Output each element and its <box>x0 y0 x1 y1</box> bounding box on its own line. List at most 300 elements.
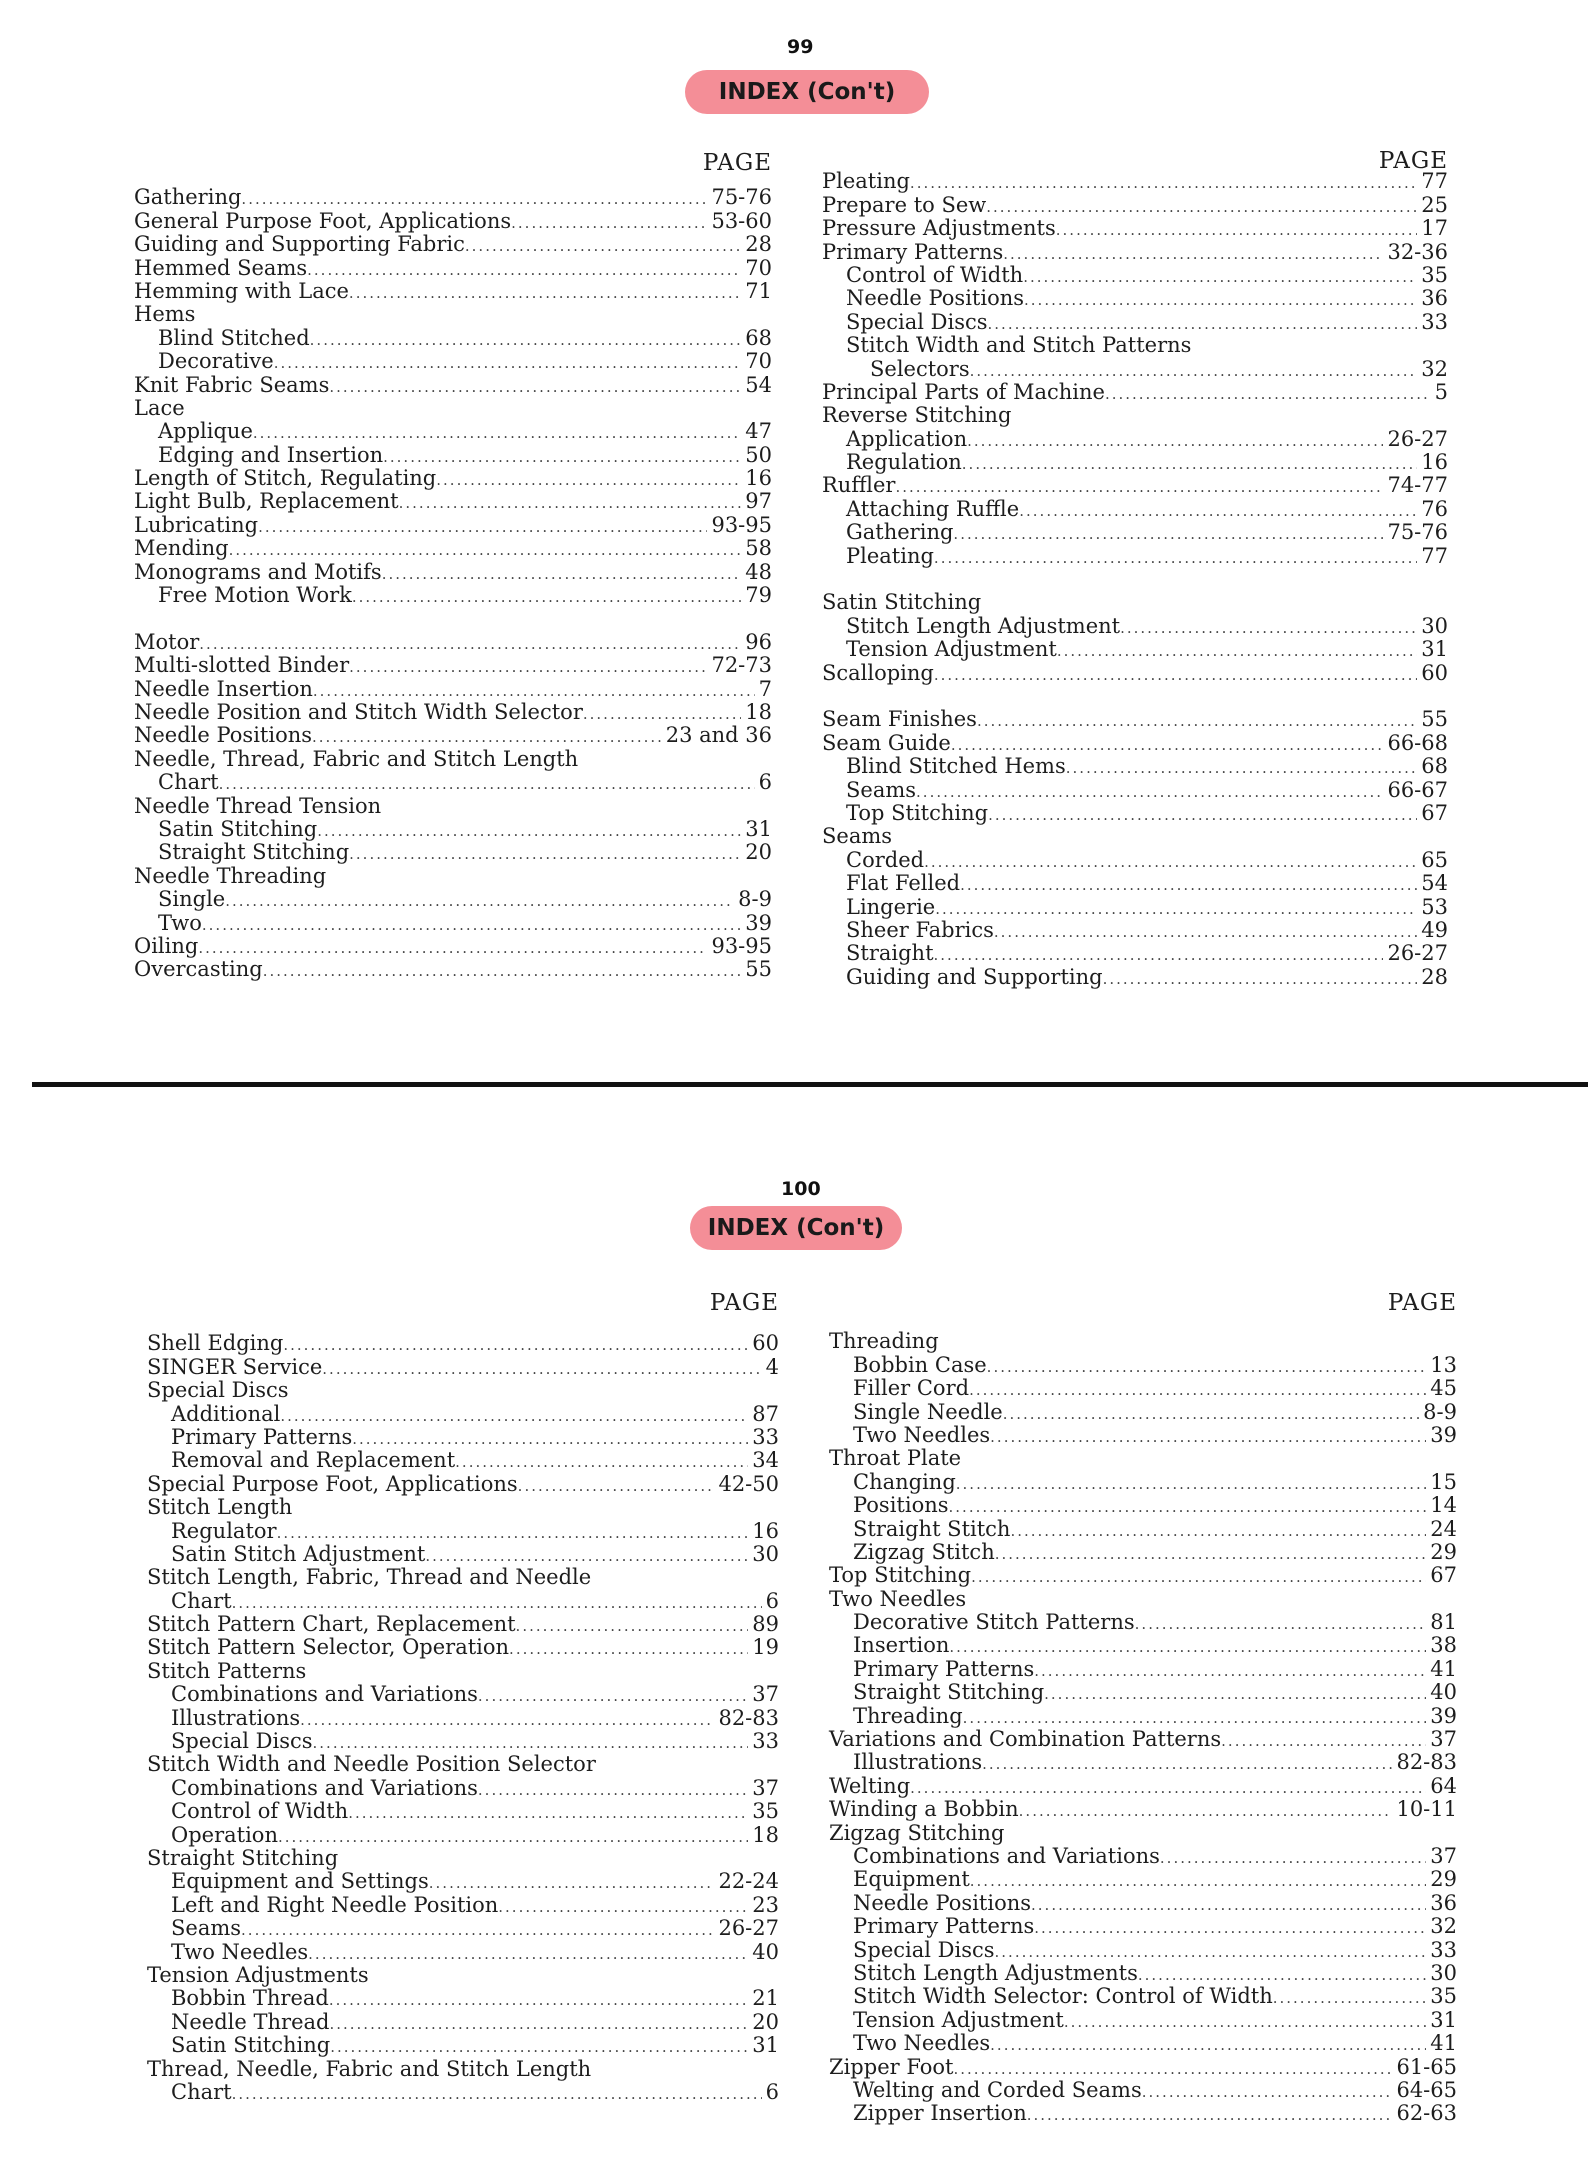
dot-leader <box>312 728 662 747</box>
index-entry <box>822 825 1448 848</box>
entry-page: 39 <box>1430 1422 1457 1447</box>
index-entry <box>147 1753 779 1776</box>
dot-leader <box>229 541 742 560</box>
dot-leader <box>970 362 1418 381</box>
entry-term: Guiding and Supporting Fabric <box>134 232 465 257</box>
entry-page: 19 <box>752 1635 779 1660</box>
dot-leader <box>253 424 741 443</box>
dot-leader <box>329 1991 748 2010</box>
entry-page: 36 <box>1430 1890 1457 1915</box>
entry-page: 66-67 <box>1387 777 1448 802</box>
dot-leader <box>1135 1615 1427 1634</box>
index-subentry <box>134 818 772 841</box>
dot-leader <box>219 775 755 794</box>
index-subentry <box>134 350 772 373</box>
index-entry <box>829 1564 1457 1587</box>
entry-page: 53 <box>1421 894 1448 919</box>
dot-leader <box>465 237 741 256</box>
entry-term: Regulation <box>846 450 962 475</box>
entry-term: Seams <box>846 777 917 802</box>
dot-leader <box>300 1711 714 1730</box>
entry-term: Knit Fabric Seams <box>134 372 330 397</box>
entry-term: Reverse Stitching <box>822 403 1012 428</box>
entry-page: 66-68 <box>1387 730 1448 755</box>
dot-leader <box>970 1872 1427 1891</box>
entry-term: Sheer Fabrics <box>846 917 994 942</box>
entry-page: 37 <box>1430 1727 1457 1752</box>
entry-term: Welting <box>829 1773 911 1798</box>
dot-leader <box>1138 1966 1426 1985</box>
entry-term: Lingerie <box>846 894 936 919</box>
entry-page: 77 <box>1421 169 1448 194</box>
entry-term: Special Discs <box>147 1378 289 1403</box>
entry-term: General Purpose Foot, Applications <box>134 208 512 233</box>
entry-page: 75-76 <box>711 185 772 210</box>
index-subentry <box>822 872 1448 895</box>
entry-page: 33 <box>1430 1937 1457 1962</box>
index-subentry <box>147 1706 779 1729</box>
dot-leader <box>1034 1919 1426 1938</box>
entry-page: 34 <box>752 1448 779 1473</box>
index-subentry <box>147 2081 779 2104</box>
index-entry <box>147 1355 779 1378</box>
entry-page: 26-27 <box>1387 941 1448 966</box>
index-entry <box>822 193 1448 216</box>
entry-page: 35 <box>752 1799 779 1824</box>
index-entry <box>134 654 772 677</box>
dot-leader <box>1105 385 1431 404</box>
dot-leader <box>429 1874 715 1893</box>
index-subentry <box>147 1449 779 1472</box>
index-entry <box>134 186 772 209</box>
index-subentry <box>829 1681 1457 1704</box>
dot-leader <box>934 549 1417 568</box>
entry-page: 23 <box>752 1892 779 1917</box>
index-subentry <box>829 1704 1457 1727</box>
dot-leader <box>1034 1662 1426 1681</box>
index-banner: INDEX (Con't) <box>690 1206 902 1250</box>
dot-leader <box>317 822 741 841</box>
entry-term: Additional <box>171 1401 281 1426</box>
entry-page: 16 <box>752 1518 779 1543</box>
index-subentry <box>829 2008 1457 2031</box>
entry-page: 5 <box>1434 379 1448 404</box>
index-subentry <box>822 287 1448 310</box>
entry-term: Free Motion Work <box>158 583 352 608</box>
entry-page: 23 and 36 <box>665 723 772 748</box>
index-subentry <box>147 1893 779 1916</box>
entry-page: 77 <box>1421 543 1448 568</box>
dot-leader <box>277 1524 749 1543</box>
entry-page: 75-76 <box>1387 520 1448 545</box>
entry-page: 48 <box>745 559 772 584</box>
index-subentry <box>822 755 1448 778</box>
index-banner: INDEX (Con't) <box>685 70 929 114</box>
entry-page: 76 <box>1421 496 1448 521</box>
entry-page: 89 <box>752 1612 779 1637</box>
index-subentry <box>829 1915 1457 1938</box>
index-entry <box>134 303 772 326</box>
dot-leader <box>960 876 1417 895</box>
index-subentry <box>829 1611 1457 1634</box>
index-entry <box>147 1659 779 1682</box>
entry-term: Welting and Corded Seams <box>853 2077 1142 2102</box>
dot-leader <box>330 2038 748 2057</box>
entry-term: Two Needles <box>171 1939 309 1964</box>
dot-leader <box>1057 642 1417 661</box>
index-subentry <box>134 771 772 794</box>
entry-page: 16 <box>745 466 772 491</box>
index-subentry <box>822 264 1448 287</box>
index-subentry <box>829 1634 1457 1657</box>
entry-page: 39 <box>1430 1703 1457 1728</box>
entry-term: Stitch Width and Stitch Patterns <box>846 333 1192 358</box>
index-subentry <box>829 2102 1457 2125</box>
entry-page: 71 <box>745 278 772 303</box>
dot-leader <box>953 2060 1392 2079</box>
entry-page: 15 <box>1430 1469 1457 1494</box>
entry-term: Satin Stitching <box>158 816 318 841</box>
entry-page: 30 <box>1430 1960 1457 1985</box>
index-entry <box>134 490 772 513</box>
dot-leader <box>478 1781 748 1800</box>
index-subentry <box>147 1917 779 1940</box>
dot-leader <box>910 174 1417 193</box>
dot-leader <box>232 1594 762 1613</box>
entry-term: Flat Felled <box>846 871 961 896</box>
dot-leader <box>967 432 1383 451</box>
entry-page: 31 <box>745 816 772 841</box>
entry-page: 26-27 <box>718 1916 779 1941</box>
dot-leader <box>280 1407 748 1426</box>
index-column-left <box>147 1290 779 2150</box>
dot-leader <box>988 315 1418 334</box>
entry-page: 31 <box>1421 637 1448 662</box>
index-entry <box>147 1472 779 1495</box>
entry-term: Top Stitching <box>846 800 989 825</box>
entry-term: Special Discs <box>853 1937 995 1962</box>
index-entry <box>147 2057 779 2080</box>
dot-leader <box>1056 221 1418 240</box>
entry-term: Chart <box>158 770 219 795</box>
entry-term: Tension Adjustment <box>846 637 1057 662</box>
index-entry <box>134 467 772 490</box>
dot-leader <box>924 853 1417 872</box>
entry-list <box>134 186 772 981</box>
entry-term: Illustrations <box>171 1705 301 1730</box>
page-column-header: PAGE <box>1378 148 1448 174</box>
entry-term: Removal and Replacement <box>171 1448 456 1473</box>
entry-page: 67 <box>1421 800 1448 825</box>
entry-page: 29 <box>1430 1867 1457 1892</box>
index-subentry <box>829 2032 1457 2055</box>
index-entry <box>147 1613 779 1636</box>
dot-leader <box>1003 245 1383 264</box>
entry-page: 42-50 <box>718 1471 779 1496</box>
index-entry <box>134 256 772 279</box>
entry-term: Straight Stitching <box>147 1845 339 1870</box>
entry-page: 54 <box>1421 871 1448 896</box>
entry-term: Threading <box>853 1703 963 1728</box>
index-entry <box>134 373 772 396</box>
index-subentry <box>822 521 1448 544</box>
dot-leader <box>986 198 1417 217</box>
entry-term: Zipper Insertion <box>853 2101 1027 2126</box>
entry-term: Scalloping <box>822 660 934 685</box>
index-subentry <box>822 638 1448 661</box>
entry-term: Winding a Bobbin <box>829 1797 1019 1822</box>
dot-leader <box>1019 502 1417 521</box>
entry-term: Stitch Length, Fabric, Thread and Needle <box>147 1565 592 1590</box>
entry-page: 41 <box>1430 1656 1457 1681</box>
dot-leader <box>949 1498 1427 1517</box>
entry-page: 82-83 <box>718 1705 779 1730</box>
dot-leader <box>1066 759 1418 778</box>
entry-page: 40 <box>1430 1680 1457 1705</box>
dot-leader <box>516 1617 749 1636</box>
entry-term: Top Stitching <box>829 1563 972 1588</box>
index-entry <box>147 1636 779 1659</box>
entry-term: Satin Stitch Adjustment <box>171 1541 426 1566</box>
entry-term: Oiling <box>134 933 199 958</box>
entry-page: 47 <box>745 419 772 444</box>
index-subentry <box>829 1494 1457 1517</box>
index-subentry <box>822 310 1448 333</box>
entry-term: Seams <box>822 824 893 849</box>
dot-leader <box>583 705 741 724</box>
entry-page: 60 <box>752 1331 779 1356</box>
index-subentry <box>822 965 1448 988</box>
index-entry <box>829 1821 1457 1844</box>
entry-term: Straight <box>846 941 934 966</box>
index-entry <box>822 591 1448 614</box>
entry-page: 30 <box>752 1541 779 1566</box>
entry-page: 24 <box>1430 1516 1457 1541</box>
index-entry <box>829 2055 1457 2078</box>
dot-leader <box>990 2036 1426 2055</box>
entry-page: 79 <box>745 583 772 608</box>
entry-term: Stitch Patterns <box>147 1658 307 1683</box>
entry-term: Principal Parts of Machine <box>822 379 1105 404</box>
index-entry <box>147 1496 779 1519</box>
dot-leader <box>202 916 741 935</box>
entry-page: 32 <box>1421 356 1448 381</box>
entry-term: Motor <box>134 629 200 654</box>
dot-leader <box>956 1475 1427 1494</box>
dot-leader <box>1064 2013 1426 2032</box>
index-entry <box>134 864 772 887</box>
dot-leader <box>916 783 1383 802</box>
entry-page: 18 <box>745 699 772 724</box>
index-entry <box>822 661 1448 684</box>
index-subentry <box>829 2079 1457 2102</box>
entry-page: 7 <box>758 676 772 701</box>
index-entry <box>147 1847 779 1870</box>
entry-term: Application <box>846 426 968 451</box>
entry-term: Control of Width <box>171 1799 349 1824</box>
dot-leader <box>963 1709 1427 1728</box>
index-subentry <box>822 334 1448 357</box>
entry-term: Seam Finishes <box>822 707 977 732</box>
entry-term: Single Needle <box>853 1399 1003 1424</box>
entry-term: Edging and Insertion <box>158 442 384 467</box>
entry-page: 21 <box>752 1986 779 2011</box>
entry-term: Straight Stitching <box>158 840 350 865</box>
entry-page: 61-65 <box>1396 2054 1457 2079</box>
index-subentry <box>147 1987 779 2010</box>
dot-leader <box>425 1547 748 1566</box>
entry-page: 54 <box>745 372 772 397</box>
entry-term: Satin Stitching <box>171 2033 331 2058</box>
entry-page: 81 <box>1430 1610 1457 1635</box>
index-subentry <box>829 1751 1457 1774</box>
dot-leader <box>225 892 734 911</box>
entry-term: Illustrations <box>853 1750 983 1775</box>
entry-term: Decorative Stitch Patterns <box>853 1610 1135 1635</box>
entry-page: 30 <box>1421 613 1448 638</box>
dot-leader <box>498 1898 748 1917</box>
entry-term: Bobbin Case <box>853 1352 987 1377</box>
dot-leader <box>478 1687 748 1706</box>
entry-term: Stitch Length Adjustment <box>846 613 1121 638</box>
entry-page: 41 <box>1430 2031 1457 2056</box>
entry-page: 64 <box>1430 1773 1457 1798</box>
entry-page: 29 <box>1430 1539 1457 1564</box>
dot-leader <box>349 284 741 303</box>
page-column-header: PAGE <box>702 150 772 176</box>
dot-leader <box>307 261 741 280</box>
dot-leader <box>313 1734 749 1753</box>
entry-term: Multi-slotted Binder <box>134 653 350 678</box>
dot-leader <box>982 1755 1392 1774</box>
index-subentry <box>829 1891 1457 1914</box>
page-column-header: PAGE <box>709 1290 779 1316</box>
index-subentry <box>822 848 1448 871</box>
index-subentry <box>134 443 772 466</box>
entry-term: Needle Insertion <box>134 676 313 701</box>
dot-leader <box>1019 1802 1393 1821</box>
dot-leader <box>1023 268 1417 287</box>
dot-leader <box>934 946 1384 965</box>
entry-term: Gathering <box>134 185 242 210</box>
entry-page: 14 <box>1430 1493 1457 1518</box>
entry-page: 36 <box>1421 286 1448 311</box>
dot-leader <box>1031 1896 1426 1915</box>
entry-spacer <box>822 568 1448 591</box>
dot-leader <box>436 471 741 490</box>
index-subentry <box>147 1543 779 1566</box>
entry-term: Two Needles <box>829 1586 967 1611</box>
index-entry <box>134 958 772 981</box>
entry-term: Needle Thread <box>171 2009 330 2034</box>
index-entry <box>147 1332 779 1355</box>
entry-term: Pleating <box>846 543 934 568</box>
dot-leader <box>322 1360 761 1379</box>
entry-term: Throat Plate <box>829 1446 962 1471</box>
index-column-right <box>822 148 1448 998</box>
dot-leader <box>199 635 741 654</box>
entry-term: Special Purpose Foot, Applications <box>147 1471 518 1496</box>
index-entry <box>147 1379 779 1402</box>
entry-term: Changing <box>853 1469 956 1494</box>
dot-leader <box>1024 291 1417 310</box>
entry-term: Lubricating <box>134 512 259 537</box>
entry-page: 35 <box>1430 1984 1457 2009</box>
entry-page: 25 <box>1421 192 1448 217</box>
index-entry <box>822 381 1448 404</box>
entry-page: 31 <box>1430 2007 1457 2032</box>
index-entry <box>134 701 772 724</box>
entry-term: Operation <box>171 1822 278 1847</box>
entry-term: Ruffler <box>822 473 896 498</box>
index-subentry <box>147 1519 779 1542</box>
entry-page: 67 <box>1430 1563 1457 1588</box>
index-entry <box>147 1566 779 1589</box>
dot-leader <box>910 1779 1426 1798</box>
entry-term: Prepare to Sew <box>822 192 987 217</box>
entry-term: Needle Positions <box>134 723 313 748</box>
index-subentry <box>829 1470 1457 1493</box>
entry-term: Needle Thread Tension <box>134 793 382 818</box>
entry-term: Variations and Combination Patterns <box>829 1727 1222 1752</box>
entry-term: Stitch Pattern Chart, Replacement <box>147 1612 516 1637</box>
entry-page: 16 <box>1421 450 1448 475</box>
entry-page: 64-65 <box>1396 2077 1457 2102</box>
entry-term: Mending <box>134 536 229 561</box>
entry-term: Needle, Thread, Fabric and Stitch Length <box>134 746 579 771</box>
entry-term: Primary Patterns <box>822 239 1004 264</box>
entry-term: Equipment <box>853 1867 970 1892</box>
index-subentry <box>147 1870 779 1893</box>
dot-leader <box>1120 619 1417 638</box>
index-entry <box>829 1447 1457 1470</box>
entry-page: 96 <box>745 629 772 654</box>
entry-term: Control of Width <box>846 262 1024 287</box>
index-subentry <box>829 1985 1457 2008</box>
dot-leader <box>349 658 707 677</box>
entry-page: 8-9 <box>1423 1399 1457 1424</box>
entry-page: 55 <box>1421 707 1448 732</box>
entry-term: Overcasting <box>134 957 263 982</box>
entry-term: Two <box>158 910 202 935</box>
entry-term: Length of Stitch, Regulating <box>134 466 437 491</box>
entry-term: Pleating <box>822 169 910 194</box>
entry-page: 65 <box>1421 847 1448 872</box>
index-subentry <box>829 1845 1457 1868</box>
index-entry <box>134 209 772 232</box>
entry-term: Thread, Needle, Fabric and Stitch Length <box>147 2056 592 2081</box>
dot-leader <box>969 1381 1426 1400</box>
index-subentry <box>829 1541 1457 1564</box>
entry-page: 33 <box>752 1424 779 1449</box>
entry-list <box>822 170 1448 989</box>
dot-leader <box>329 2015 748 2034</box>
entry-page: 33 <box>1421 309 1448 334</box>
index-entry <box>147 1964 779 1987</box>
index-entry <box>822 404 1448 427</box>
index-subentry <box>829 1400 1457 1423</box>
page-number: 99 <box>787 36 814 58</box>
entry-page: 40 <box>752 1939 779 1964</box>
index-subentry <box>822 919 1448 942</box>
entry-page: 62-63 <box>1396 2101 1457 2126</box>
entry-term: Single <box>158 887 226 912</box>
entry-term: Stitch Width Selector: Control of Width <box>853 1984 1273 2009</box>
index-subentry <box>147 2034 779 2057</box>
entry-term: Seam Guide <box>822 730 951 755</box>
entry-page: 68 <box>745 325 772 350</box>
index-subentry <box>147 2010 779 2033</box>
